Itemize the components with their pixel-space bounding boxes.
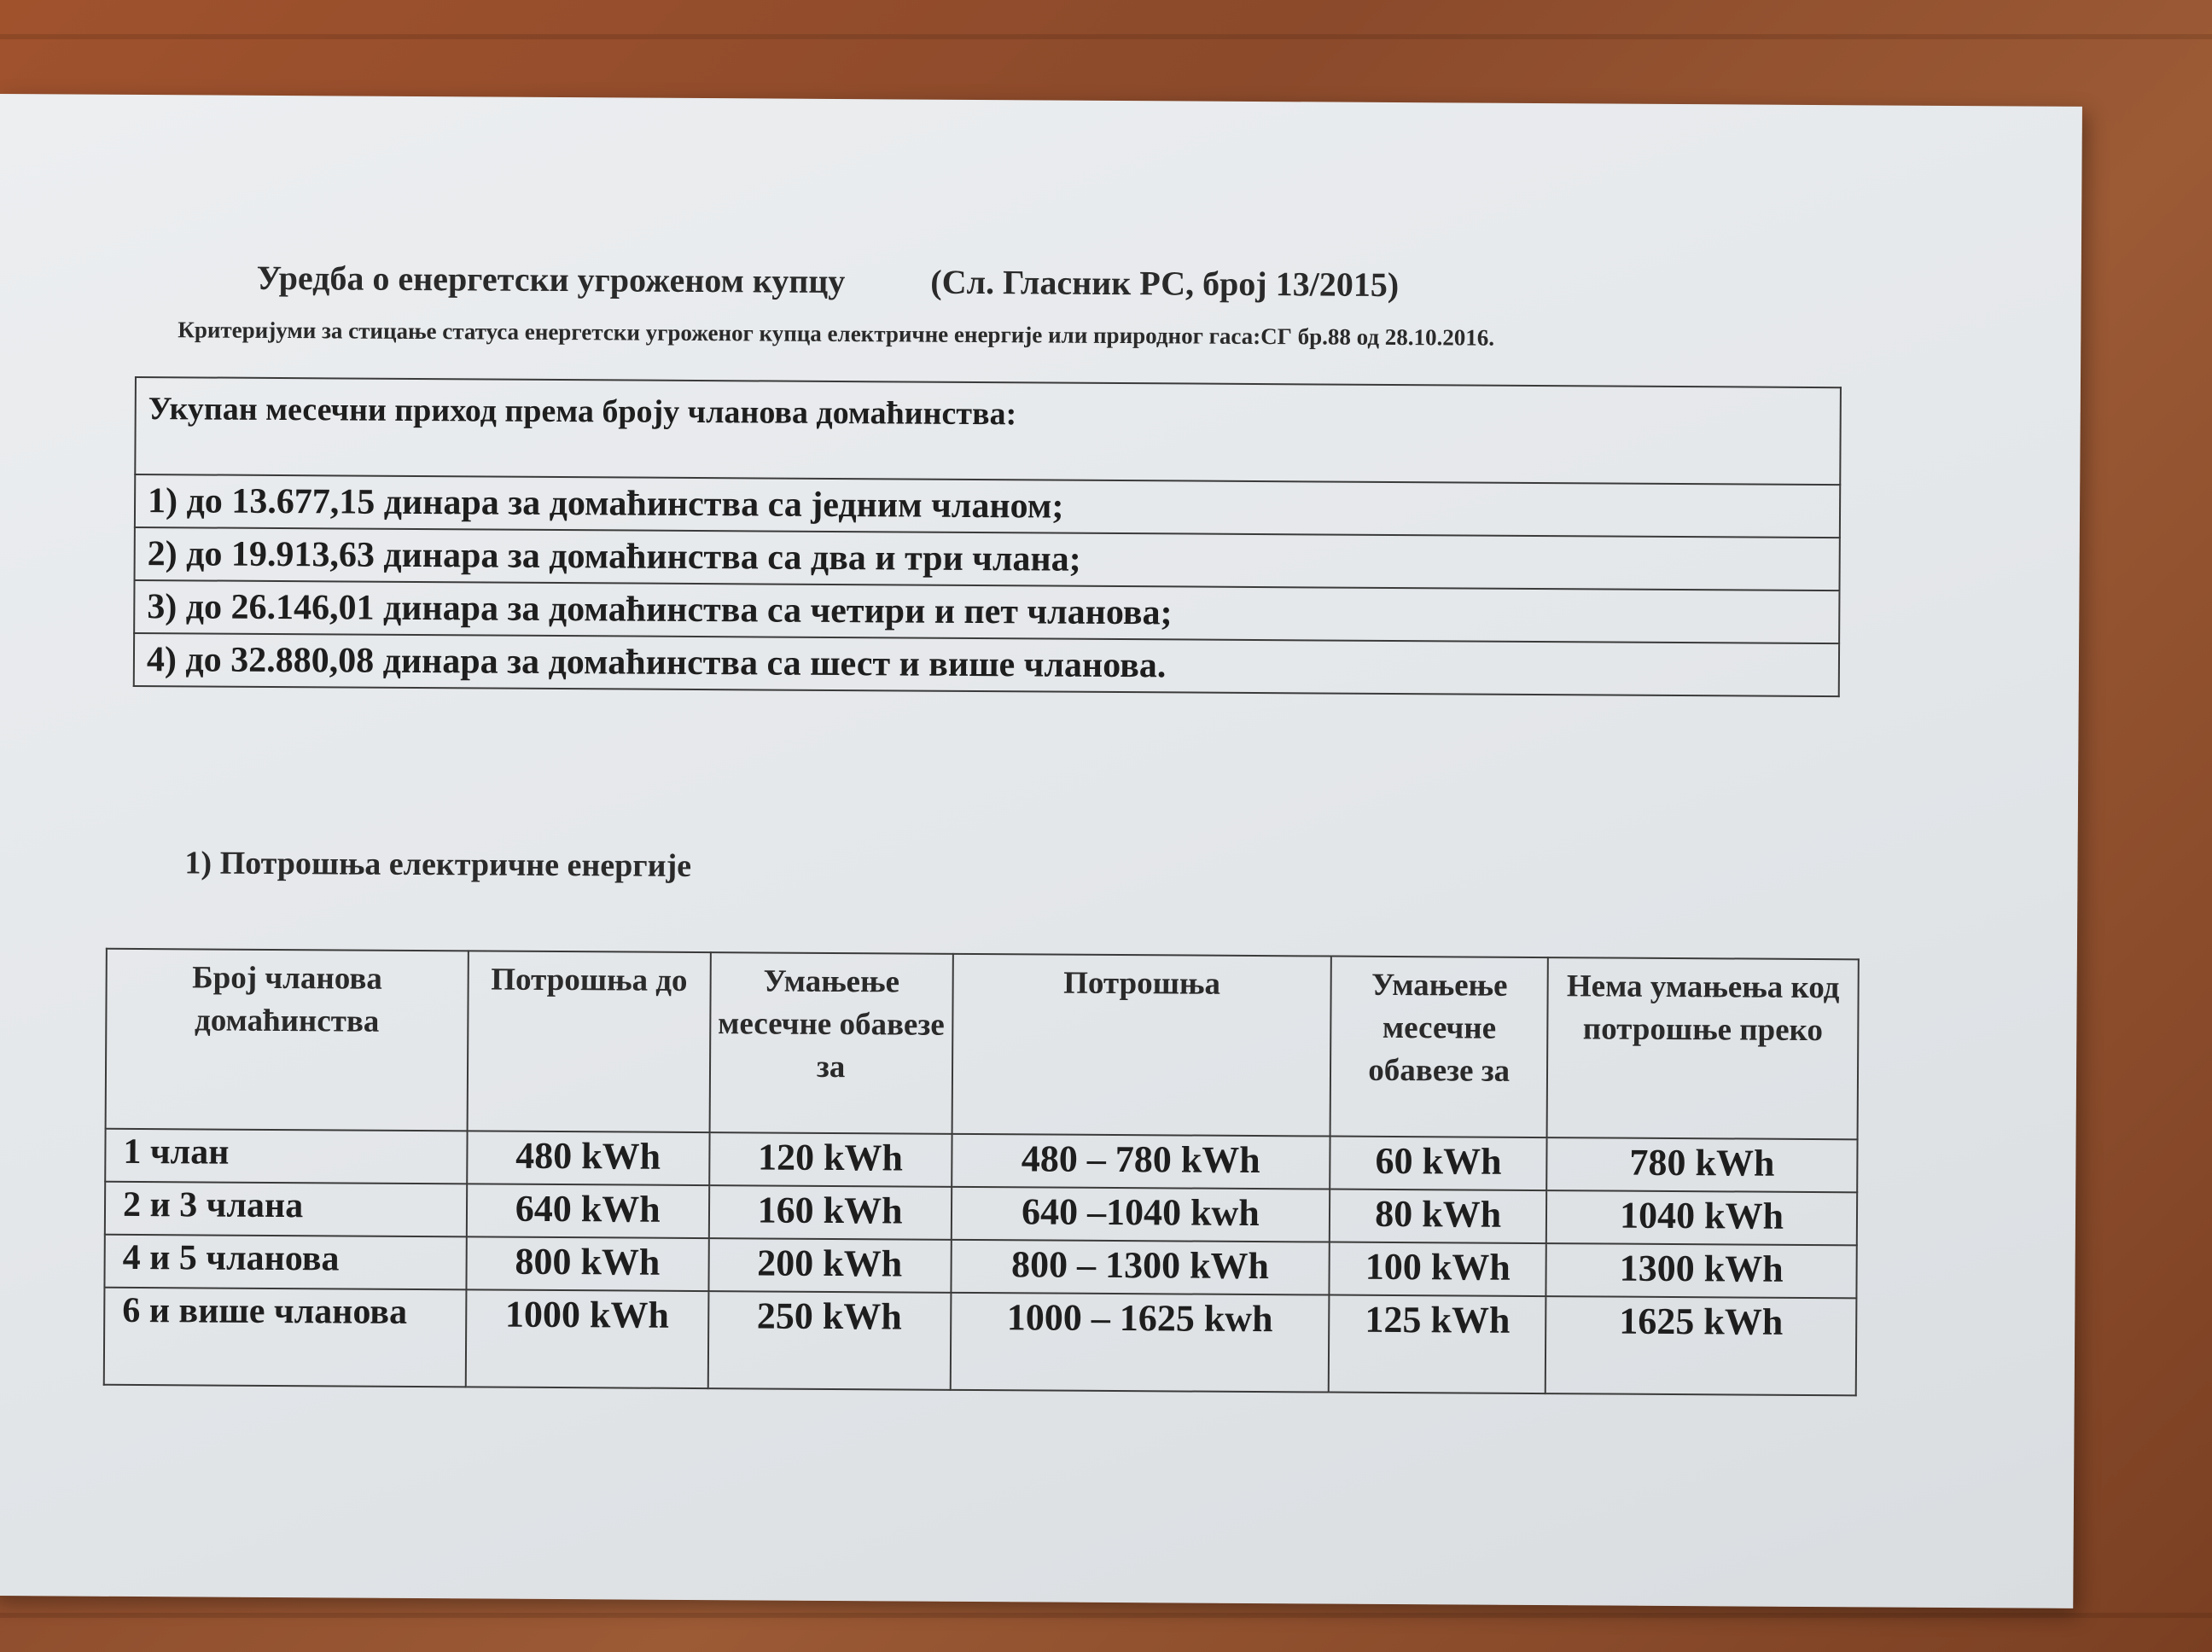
energy-header-row	[106, 949, 1859, 1140]
income-row-4: 4) до 32.880,08 динара за домаћинства са шест и више чланова.	[134, 633, 1839, 696]
cell-no-reduction: 780 kWh	[1546, 1137, 1857, 1192]
cell-reduction-2: 100 kWh	[1330, 1242, 1546, 1297]
header-reduction-2: Умањење месечне обавезе за	[1330, 957, 1548, 1138]
cell-members: 4 и 5 чланова	[104, 1235, 466, 1290]
header-no-reduction: Нема умањења код потрошње преко	[1547, 957, 1859, 1139]
cell-members: 2 и 3 члана	[105, 1182, 467, 1237]
cell-consumption-range: 1000 – 1625 kwh	[950, 1293, 1329, 1393]
section-title: 1) Потрошња електричне енергије	[184, 845, 692, 884]
cell-reduction-1: 250 kWh	[707, 1291, 951, 1390]
title-text: Уредба о енергетски угроженом купцу	[256, 258, 846, 301]
cell-consumption-to: 1000 kWh	[466, 1289, 709, 1388]
income-header: Укупан месечни приход према броју чланова домаћинства:	[135, 377, 1841, 485]
cell-consumption-range: 800 – 1300 kWh	[951, 1240, 1330, 1295]
income-table	[133, 376, 1842, 697]
cell-reduction-2: 80 kWh	[1330, 1190, 1546, 1244]
income-row	[134, 633, 1839, 696]
header-consumption-range: Потрошња	[952, 954, 1331, 1137]
header-consumption-to: Потрошња до	[467, 951, 710, 1132]
cell-no-reduction: 1625 kWh	[1545, 1296, 1857, 1395]
header-reduction-1: Умањење месечне обавезе за	[709, 952, 952, 1134]
cell-reduction-1: 120 kWh	[709, 1132, 952, 1187]
title-source: (Сл. Гласник РС, број 13/2015)	[930, 262, 1400, 305]
cell-no-reduction: 1040 kWh	[1546, 1190, 1857, 1245]
income-row-2: 2) до 19.913,63 динара за домаћинства са два и три члана;	[135, 527, 1840, 590]
cell-consumption-to: 640 kWh	[467, 1184, 709, 1238]
cell-reduction-1: 200 kWh	[708, 1238, 951, 1293]
cell-members: 1 члан	[105, 1129, 467, 1184]
cell-consumption-to: 480 kWh	[467, 1131, 709, 1185]
cell-no-reduction: 1300 kWh	[1546, 1243, 1857, 1298]
cell-members: 6 и више чланова	[104, 1288, 466, 1387]
table-row	[104, 1288, 1857, 1396]
cell-consumption-range: 480 – 780 kWh	[952, 1134, 1330, 1190]
paper-sheet	[0, 94, 2082, 1608]
document-title	[257, 258, 1400, 305]
cell-consumption-range: 640 –1040 kwh	[951, 1187, 1330, 1242]
cell-reduction-2: 60 kWh	[1330, 1137, 1546, 1191]
income-row-1: 1) до 13.677,15 динара за домаћинства са једним чланом;	[135, 474, 1840, 538]
income-header-row	[135, 377, 1841, 485]
cell-reduction-2: 125 kWh	[1329, 1295, 1546, 1394]
header-members: Број чланова домаћинства	[106, 949, 469, 1131]
cell-consumption-to: 800 kWh	[466, 1236, 708, 1291]
energy-table	[103, 948, 1860, 1397]
criteria-text: Критеријуми за стицање статуса енергетски угроженог купца електричне енергије или природног гаса:СГ бр.88 од 28.10.2016.	[178, 317, 1495, 351]
cell-reduction-1: 160 kWh	[708, 1185, 951, 1240]
income-row-3: 3) до 26.146,01 динара за домаћинства са четири и пет чланова;	[134, 580, 1839, 643]
